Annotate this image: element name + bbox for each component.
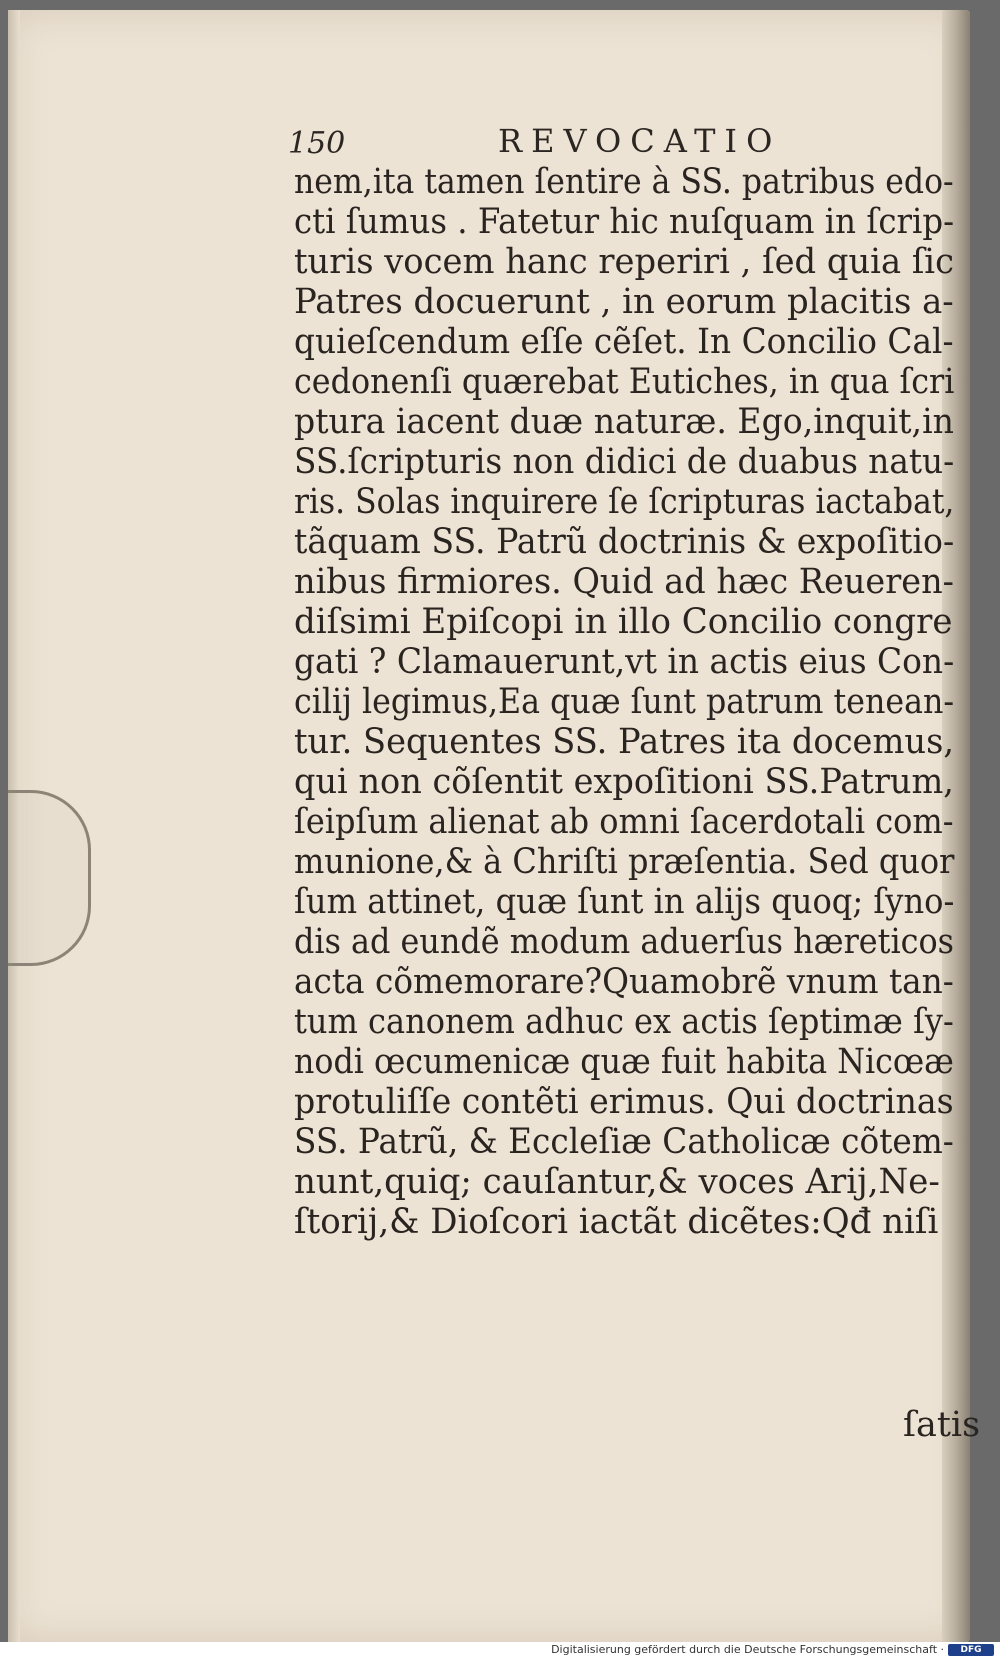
text-line: gati ? Clamauerunt,vt in actis eius Con-	[294, 642, 955, 682]
text-line: tum canonem adhuc ex actis ſeptimæ ſy-	[294, 1002, 954, 1042]
text-line: cilij legimus,Ea quæ ſunt patrum tenean-	[294, 682, 955, 722]
digitization-footer	[0, 1642, 1000, 1658]
page-clip-holder	[8, 790, 91, 966]
text-line: diſsimi Epiſcopi in illo Concilio congre	[294, 602, 953, 642]
text-line: nunt,quiq; cauſantur,& voces Arij,Ne-	[294, 1162, 940, 1202]
catchword: ſatis	[903, 1405, 981, 1445]
running-head	[288, 122, 848, 162]
text-line: ſtorij,& Dioſcori iactãt dicẽtes:Qđ niſi	[294, 1202, 939, 1242]
text-line: protuliſſe contẽti erimus. Qui doctrinas	[294, 1082, 954, 1122]
book-page	[8, 10, 981, 1642]
text-line: quieſcendum eſſe cẽſet. In Concilio Cal-	[294, 322, 954, 362]
text-line: ſum attinet, quæ ſunt in alijs quoq; ſyno-	[294, 882, 955, 922]
body-text	[294, 162, 974, 1242]
text-line: acta cõmemorare?Quamobrẽ vnum tan-	[294, 962, 954, 1002]
text-line: ſeipſum alienat ab omni ſacerdotali com-	[294, 802, 954, 842]
text-line: munione,& à Chriſti præſentia. Sed quor	[294, 842, 955, 882]
text-line: dis ad eundẽ modum aduerſus hæreticos	[294, 922, 954, 962]
text-line: tãquam SS. Patrũ doctrinis & expoſitio-	[294, 522, 955, 562]
text-line: nodi œcumenicæ quæ fuit habita Nicœæ	[294, 1042, 954, 1082]
text-line: nem,ita tamen ſentire à SS. patribus edo-	[294, 162, 954, 202]
running-title: REVOCATIO	[498, 122, 782, 160]
funding-credit: Digitalisierung gefördert durch die Deutsche Forschungsgemeinschaft ·	[551, 1643, 944, 1656]
text-line: SS.ſcripturis non didici de duabus natu-	[294, 442, 955, 482]
text-line: turis vocem hanc reperiri , ſed quia ſic	[294, 242, 954, 282]
text-line: Patres docuerunt , in eorum placitis a-	[294, 282, 954, 322]
text-line: qui non cõſentit expoſitioni SS.Patrum,	[294, 762, 954, 802]
text-line: ris. Solas inquirere ſe ſcripturas iactabat,	[294, 482, 955, 522]
text-line: tur. Sequentes SS. Patres ita docemus,	[294, 722, 955, 762]
dfg-logo: DFG	[948, 1644, 994, 1656]
text-line: ptura iacent duæ naturæ. Ego,inquit,in	[294, 402, 954, 442]
text-line: SS. Patrũ, & Eccleſiæ Catholicæ cõtem-	[294, 1122, 954, 1162]
text-line: nibus firmiores. Quid ad hæc Reueren-	[294, 562, 954, 602]
text-line: cedonenſi quærebat Eutiches, in qua ſcri	[294, 362, 955, 402]
text-line: cti ſumus . Fatetur hic nuſquam in ſcrip-	[294, 202, 955, 242]
page-number: 150	[288, 126, 346, 161]
